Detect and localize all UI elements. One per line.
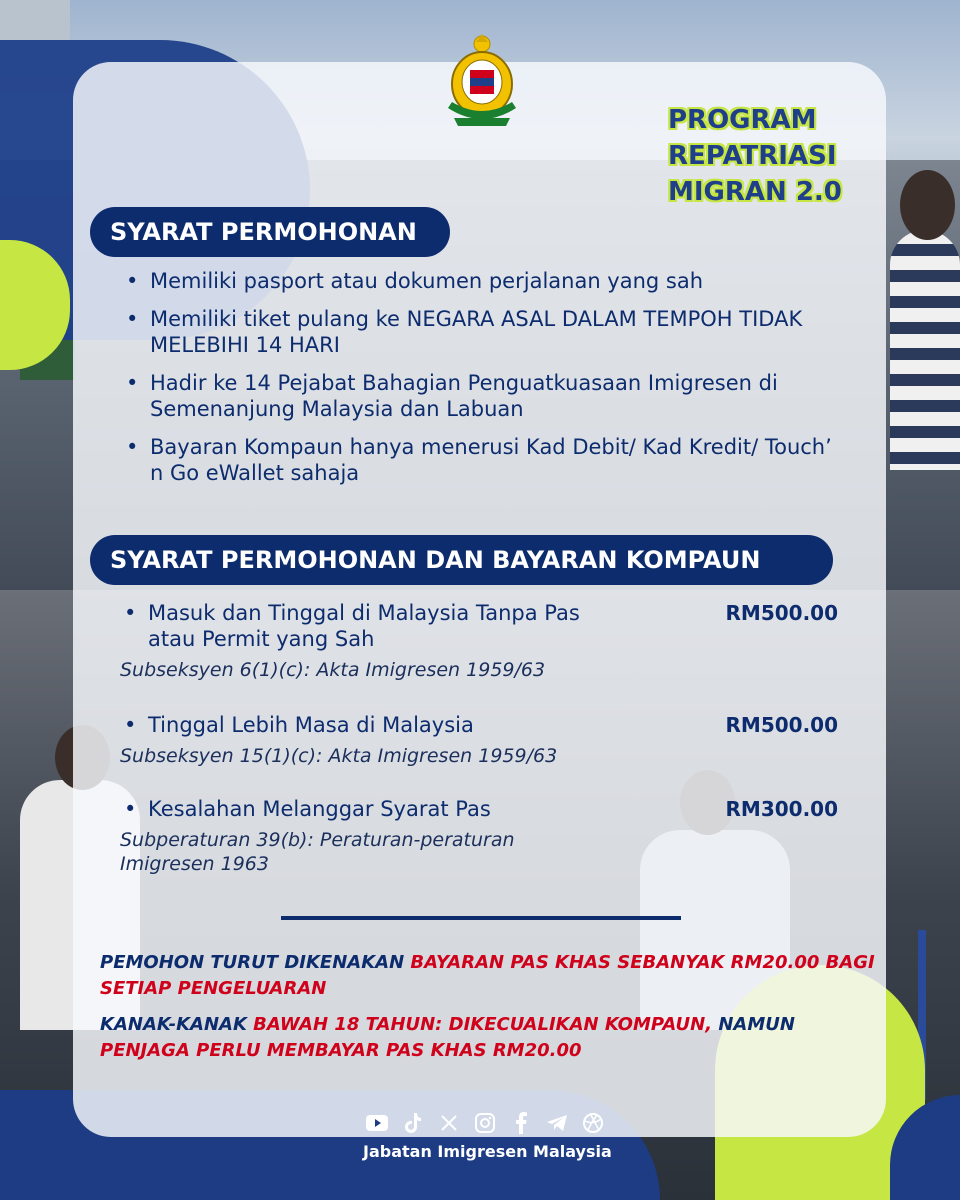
organization-name: Jabatan Imigresen Malaysia — [363, 1142, 612, 1161]
section2-heading: SYARAT PERMOHONAN DAN BAYARAN KOMPAUN — [90, 535, 833, 585]
telegram-icon[interactable] — [546, 1112, 568, 1134]
note-highlight: BAWAH 18 TAHUN: DIKECUALIKAN KOMPAUN, — [253, 1014, 713, 1035]
section1-heading: SYARAT PERMOHONAN — [90, 207, 450, 257]
note-text: KANAK-KANAK — [100, 1014, 254, 1035]
fine-name: • Kesalahan Melanggar Syarat Pas — [120, 796, 628, 822]
fine-item — [120, 712, 850, 768]
requirements-list — [120, 268, 850, 498]
social-icons — [366, 1108, 604, 1138]
divider — [281, 916, 681, 920]
note-special-pass — [100, 950, 880, 1002]
list-item: • Memiliki pasport atau dokumen perjalanan yang sah — [120, 268, 850, 294]
fine-amount: RM300.00 — [725, 797, 838, 821]
fine-name: • Tinggal Lebih Masa di Malaysia — [120, 712, 628, 738]
fine-amount: RM500.00 — [725, 601, 838, 625]
note-children — [100, 1012, 880, 1064]
fine-law: Subperaturan 39(b): Peraturan-peraturan Imigresen 1963 — [120, 829, 515, 875]
program-title — [668, 102, 868, 210]
facebook-icon[interactable] — [510, 1112, 532, 1134]
program-title-line2: REPATRIASI — [668, 141, 837, 171]
fine-item — [120, 600, 850, 682]
program-title-line3: MIGRAN 2.0 — [668, 177, 842, 207]
fine-name: • Masuk dan Tinggal di Malaysia Tanpa Pas atau Permit yang Sah — [120, 600, 628, 652]
fine-item — [120, 796, 850, 876]
globe-icon[interactable] — [582, 1112, 604, 1134]
immigration-logo — [440, 30, 524, 130]
program-title-line1: PROGRAM — [668, 105, 817, 135]
list-item: • Memiliki tiket pulang ke NEGARA ASAL DALAM TEMPOH TIDAK MELEBIHI 14 HARI — [120, 306, 850, 358]
decor-shape — [0, 0, 70, 40]
fine-law: Subseksyen 6(1)(c): Akta Imigresen 1959/63 — [120, 659, 546, 681]
x-icon[interactable] — [438, 1112, 460, 1134]
note-text: PEMOHON TURUT DIKENAKAN — [100, 952, 411, 973]
note-text: NAMUN — [712, 1014, 795, 1035]
fine-amount: RM500.00 — [725, 713, 838, 737]
fine-law: Subseksyen 15(1)(c): Akta Imigresen 1959/63 — [120, 745, 558, 767]
instagram-icon[interactable] — [474, 1112, 496, 1134]
tiktok-icon[interactable] — [402, 1112, 424, 1134]
list-item: • Hadir ke 14 Pejabat Bahagian Penguatkuasaan Imigresen di Semenanjung Malaysia dan Labuan — [120, 370, 850, 422]
note-highlight: PENJAGA PERLU MEMBAYAR PAS KHAS RM20.00 — [100, 1040, 582, 1061]
note-highlight: BAYARAN PAS KHAS SEBANYAK RM20.00 BAGI SETIAP PENGELUARAN — [100, 952, 875, 999]
list-item: • Bayaran Kompaun hanya menerusi Kad Debit/ Kad Kredit/ Touch’ n Go eWallet sahaja — [120, 434, 850, 486]
youtube-icon[interactable] — [366, 1112, 388, 1134]
